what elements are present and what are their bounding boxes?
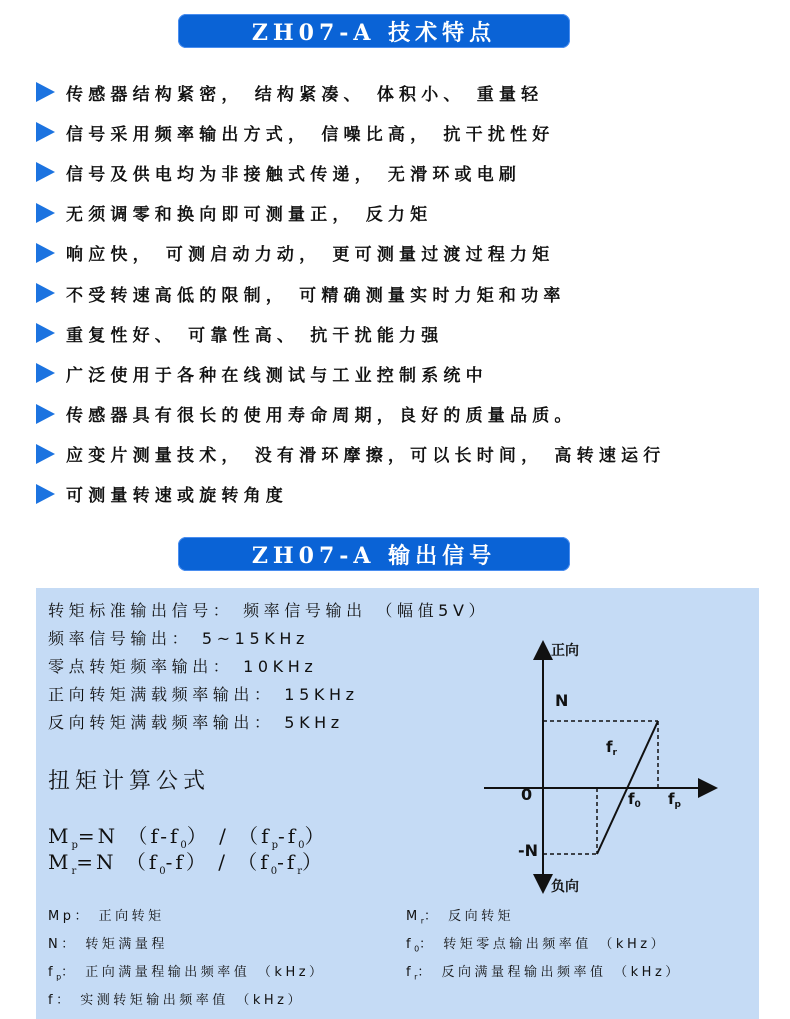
feature-item (36, 353, 776, 393)
legend-item: $f_r$： 反向满量程输出频率值 （kHz） (406, 965, 682, 982)
feature-list (36, 72, 776, 514)
legend-item: Mp： 正向转矩 (48, 909, 165, 924)
feature-item (36, 394, 776, 434)
spec-line: 正向转矩满载频率输出： 15KHz (48, 685, 359, 704)
feature-text: 应变片测量技术， 没有滑环摩擦，可以长时间， 高转速运行 (66, 446, 666, 467)
features-title: ZH07-A 技术特点 (251, 19, 497, 46)
feature-item (36, 474, 776, 514)
arrow-bullet-icon (36, 162, 55, 182)
pos-level-label: N (555, 691, 569, 710)
fr-line-label: $f_r$ (606, 738, 617, 758)
legend-item: $f_p$： 正向满量程输出频率值 （kHz） (48, 965, 326, 982)
arrow-bullet-icon (36, 444, 55, 464)
feature-item (36, 233, 776, 273)
fp-label: $f_p$ (668, 790, 681, 810)
arrow-bullet-icon (36, 363, 55, 383)
feature-text: 广泛使用于各种在线测试与工业控制系统中 (66, 365, 488, 386)
feature-text: 信号及供电均为非接触式传递， 无滑环或电刷 (66, 164, 522, 185)
feature-text: 无须调零和换向即可测量正， 反力矩 (66, 205, 433, 226)
arrow-bullet-icon (36, 122, 55, 142)
formula-title: 扭矩计算公式 (48, 769, 211, 794)
formula-forward: $M_p=N$ $(f-f_0) / (f_p-f_0)$ (48, 824, 328, 851)
feature-item (36, 273, 776, 313)
spec-line: 反向转矩满载频率输出： 5KHz (48, 713, 344, 732)
arrow-bullet-icon (36, 82, 55, 102)
feature-text: 传感器具有很长的使用寿命周期，良好的质量品质。 (66, 406, 577, 427)
feature-item (36, 152, 776, 192)
arrow-bullet-icon (36, 404, 55, 424)
spec-line: 零点转矩频率输出： 10KHz (48, 657, 318, 676)
feature-text: 信号采用频率输出方式， 信噪比高， 抗干扰性好 (66, 124, 555, 145)
feature-item (36, 434, 776, 474)
output-title: ZH07-A 输出信号 (251, 542, 497, 569)
origin-label: 0 (521, 785, 533, 804)
formula-reverse: $M_r=N$ $(f_0-f) / (f_0-f_r)$ (48, 850, 326, 877)
arrow-bullet-icon (36, 484, 55, 504)
feature-item (36, 313, 776, 353)
feature-text: 不受转速高低的限制， 可精确测量实时力矩和功率 (66, 285, 566, 306)
feature-text: 可测量转速或旋转角度 (66, 486, 288, 507)
f0-label: $f_0$ (628, 790, 641, 810)
spec-line: 转矩标准输出信号： 频率信号输出 （幅值5V） (48, 601, 490, 620)
legend-item: N： 转矩满量程 (48, 937, 168, 952)
spec-line: 频率信号输出： 5~15KHz (48, 629, 309, 648)
arrow-bullet-icon (36, 243, 55, 263)
arrow-bullet-icon (36, 203, 55, 223)
legend-item: $f_0$： 转矩零点输出频率值 （kHz） (406, 937, 668, 954)
feature-text: 响应快， 可测启动力动， 更可测量过渡过程力矩 (66, 245, 555, 266)
feature-text: 重复性好、 可靠性高、 抗干扰能力强 (66, 325, 444, 346)
output-signal-panel (36, 588, 759, 1019)
feature-item (36, 112, 776, 152)
legend-item: $M_r$： 反向转矩 (406, 909, 515, 926)
frequency-torque-diagram (36, 588, 759, 1019)
arrow-bullet-icon (36, 323, 55, 343)
features-header (178, 14, 570, 48)
feature-item (36, 193, 776, 233)
feature-text: 传感器结构紧密， 结构紧凑、 体积小、 重量轻 (66, 84, 544, 105)
arrow-bullet-icon (36, 283, 55, 303)
legend-item: f： 实测转矩输出频率值 （kHz） (48, 993, 304, 1008)
neg-axis-label: 负向 (551, 879, 579, 895)
pos-axis-label: 正向 (551, 643, 579, 659)
output-header (178, 537, 570, 571)
feature-item (36, 72, 776, 112)
neg-level-label: -N (518, 841, 539, 860)
